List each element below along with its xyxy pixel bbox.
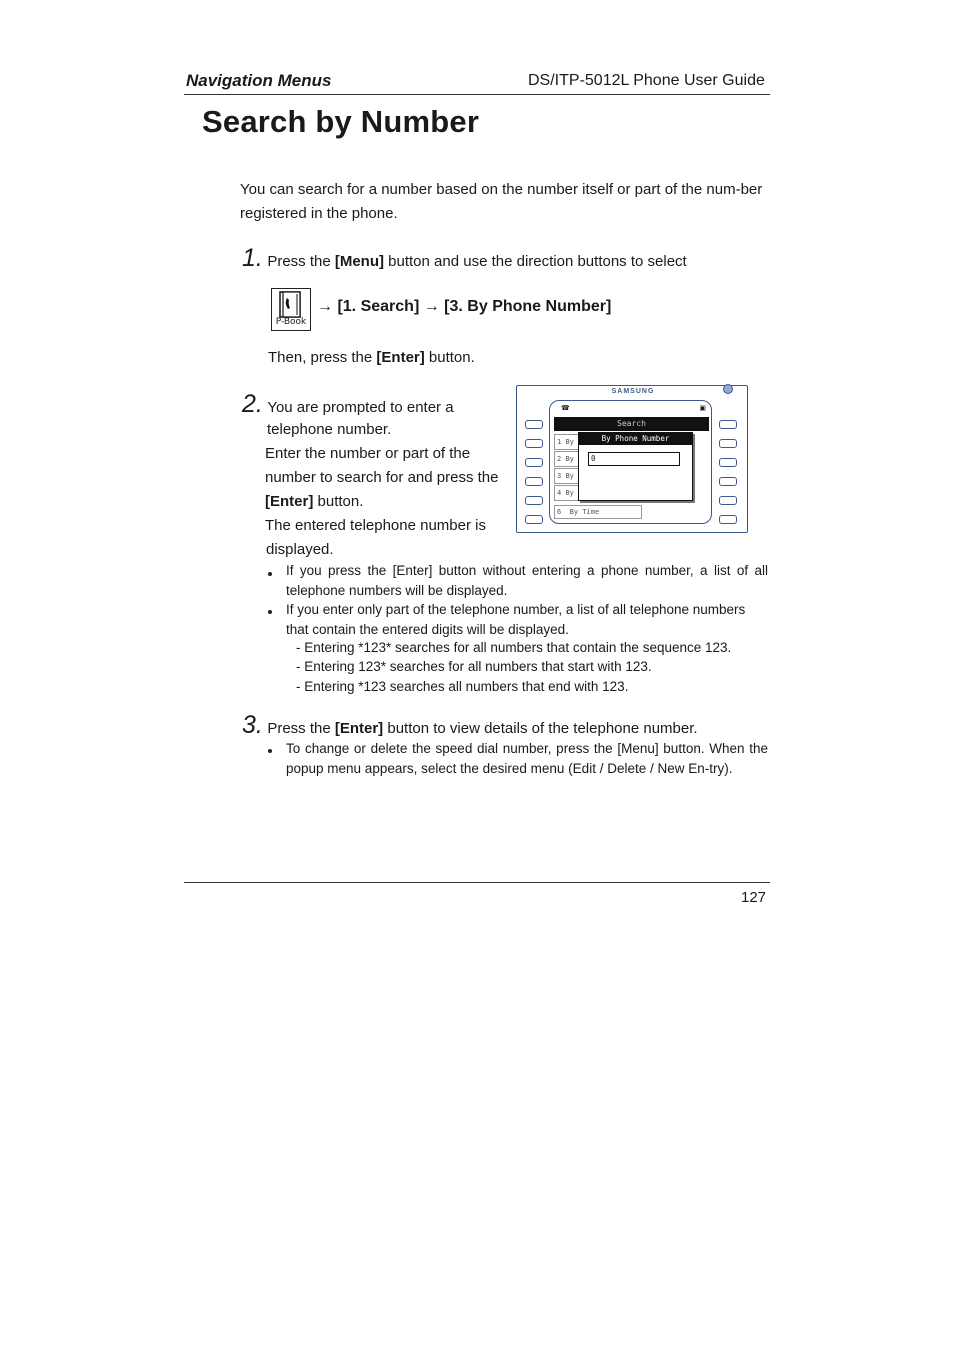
step3-text-prefix: Press the bbox=[267, 720, 335, 737]
step1-then bbox=[268, 346, 475, 370]
softkey-left-2[interactable] bbox=[525, 439, 543, 448]
step2-line3: Enter the number or part of the bbox=[265, 445, 471, 462]
phone-number-input[interactable]: 0 bbox=[588, 452, 680, 466]
softkey-right-2[interactable] bbox=[719, 439, 737, 448]
row-label: By Time bbox=[569, 508, 600, 516]
step3-number: 3. bbox=[242, 711, 263, 739]
popup-dialog bbox=[578, 432, 693, 501]
row-label: By bbox=[565, 472, 574, 480]
lcd-statusbar bbox=[553, 404, 708, 414]
step1-text-prefix: Press the bbox=[267, 253, 335, 270]
softkey-right-1[interactable] bbox=[719, 420, 737, 429]
then-suffix: button. bbox=[424, 349, 475, 366]
status-led bbox=[723, 384, 733, 394]
step2-bullet2: If you enter only part of the telephone number, a list of all telephone numbers that contain the entered digits will be displayed. bbox=[286, 602, 746, 637]
step3-text-suffix: button to view details of the telephone number. bbox=[383, 720, 698, 737]
popup-title-bar bbox=[579, 433, 692, 445]
left-softkeys bbox=[525, 420, 543, 524]
softkey-left-6[interactable] bbox=[525, 515, 543, 524]
p-book-label: P-Book bbox=[275, 317, 307, 327]
path-item-by-phone-number: [3. By Phone Number] bbox=[444, 298, 612, 315]
row-number: 4 bbox=[557, 489, 562, 497]
arrow-right-icon: → bbox=[317, 298, 333, 315]
step2-line5-rest: button. bbox=[313, 493, 364, 510]
row-number: 1 bbox=[557, 438, 562, 446]
arrow-right-icon: → bbox=[423, 298, 440, 315]
step3-bullet1: To change or delete the speed dial number, press the [Menu] button. When the popup menu appears, select the desired menu (Edit / Delete / New En-try). bbox=[286, 741, 768, 776]
softkey-left-4[interactable] bbox=[525, 477, 543, 486]
header-rule bbox=[184, 94, 770, 95]
handset-icon: ☎ bbox=[561, 405, 570, 412]
footer-rule bbox=[184, 882, 770, 883]
enter-key: [Enter] bbox=[334, 720, 384, 737]
guide-title: DS/ITP-5012L Phone User Guide bbox=[528, 72, 765, 89]
enter-key: [Enter] bbox=[265, 493, 314, 510]
enter-key: [Enter] bbox=[376, 349, 425, 366]
step1 bbox=[242, 244, 772, 274]
step2-line6: The entered telephone number is bbox=[265, 517, 486, 534]
page-title: Search by Number bbox=[202, 104, 480, 139]
step2-sub3: - Entering *123 searches all numbers that end with 123. bbox=[296, 679, 629, 694]
step2 bbox=[242, 390, 517, 420]
softkey-left-3[interactable] bbox=[525, 458, 543, 467]
popup-title: By Phone Number bbox=[601, 434, 670, 443]
row-label: By bbox=[565, 438, 574, 446]
page-number: 127 bbox=[741, 889, 767, 906]
bullet-icon bbox=[268, 749, 272, 753]
list-item-by-time[interactable] bbox=[554, 505, 642, 519]
status-icon: ▣ bbox=[699, 405, 706, 412]
step1-menu-key: [Menu] bbox=[334, 253, 384, 270]
lcd-title-bar bbox=[554, 417, 709, 431]
softkey-left-5[interactable] bbox=[525, 496, 543, 505]
then-prefix: Then, press the bbox=[268, 349, 377, 366]
bullet-icon bbox=[268, 572, 272, 576]
brand-label: SAMSUNG bbox=[611, 388, 655, 395]
step2-line2: telephone number. bbox=[267, 421, 392, 438]
menu-path bbox=[317, 298, 611, 316]
row-number: 6 bbox=[557, 508, 562, 516]
step2-sub1: - Entering *123* searches for all numbers that contain the sequence 123. bbox=[296, 640, 732, 655]
softkey-right-5[interactable] bbox=[719, 496, 737, 505]
intro-paragraph: You can search for a number based on the number itself or part of the num-ber registered in the phone. bbox=[240, 181, 763, 222]
step1-number: 1. bbox=[242, 244, 263, 272]
row-number: 2 bbox=[557, 455, 562, 463]
step2-line7: displayed. bbox=[266, 541, 334, 558]
step2-line5 bbox=[265, 490, 363, 514]
section-header: Navigation Menus bbox=[186, 71, 332, 90]
phone-screen-illustration bbox=[516, 385, 748, 533]
step2-line4: number to search for and press the bbox=[265, 469, 499, 486]
row-label: By bbox=[565, 455, 574, 463]
lcd-title: Search bbox=[617, 419, 646, 428]
softkey-right-4[interactable] bbox=[719, 477, 737, 486]
step2-sub2: - Entering 123* searches for all numbers that start with 123. bbox=[296, 659, 652, 674]
softkey-right-3[interactable] bbox=[719, 458, 737, 467]
path-item-search: [1. Search] bbox=[337, 298, 420, 315]
step2-bullet1: If you press the [Enter] button without entering a phone number, a list of all telephone numbers will be displayed. bbox=[286, 563, 768, 598]
softkey-left-1[interactable] bbox=[525, 420, 543, 429]
row-label: By bbox=[565, 489, 574, 497]
row-number: 3 bbox=[557, 472, 562, 480]
p-book-icon bbox=[271, 288, 311, 331]
step2-line1: You are prompted to enter a bbox=[267, 399, 454, 416]
bullet-icon bbox=[268, 610, 272, 614]
step2-number: 2. bbox=[242, 390, 263, 418]
step1-text-suffix: button and use the direction buttons to select bbox=[384, 253, 687, 270]
step3 bbox=[242, 711, 772, 741]
right-softkeys bbox=[719, 420, 737, 524]
softkey-right-6[interactable] bbox=[719, 515, 737, 524]
lcd-screen bbox=[549, 400, 712, 524]
